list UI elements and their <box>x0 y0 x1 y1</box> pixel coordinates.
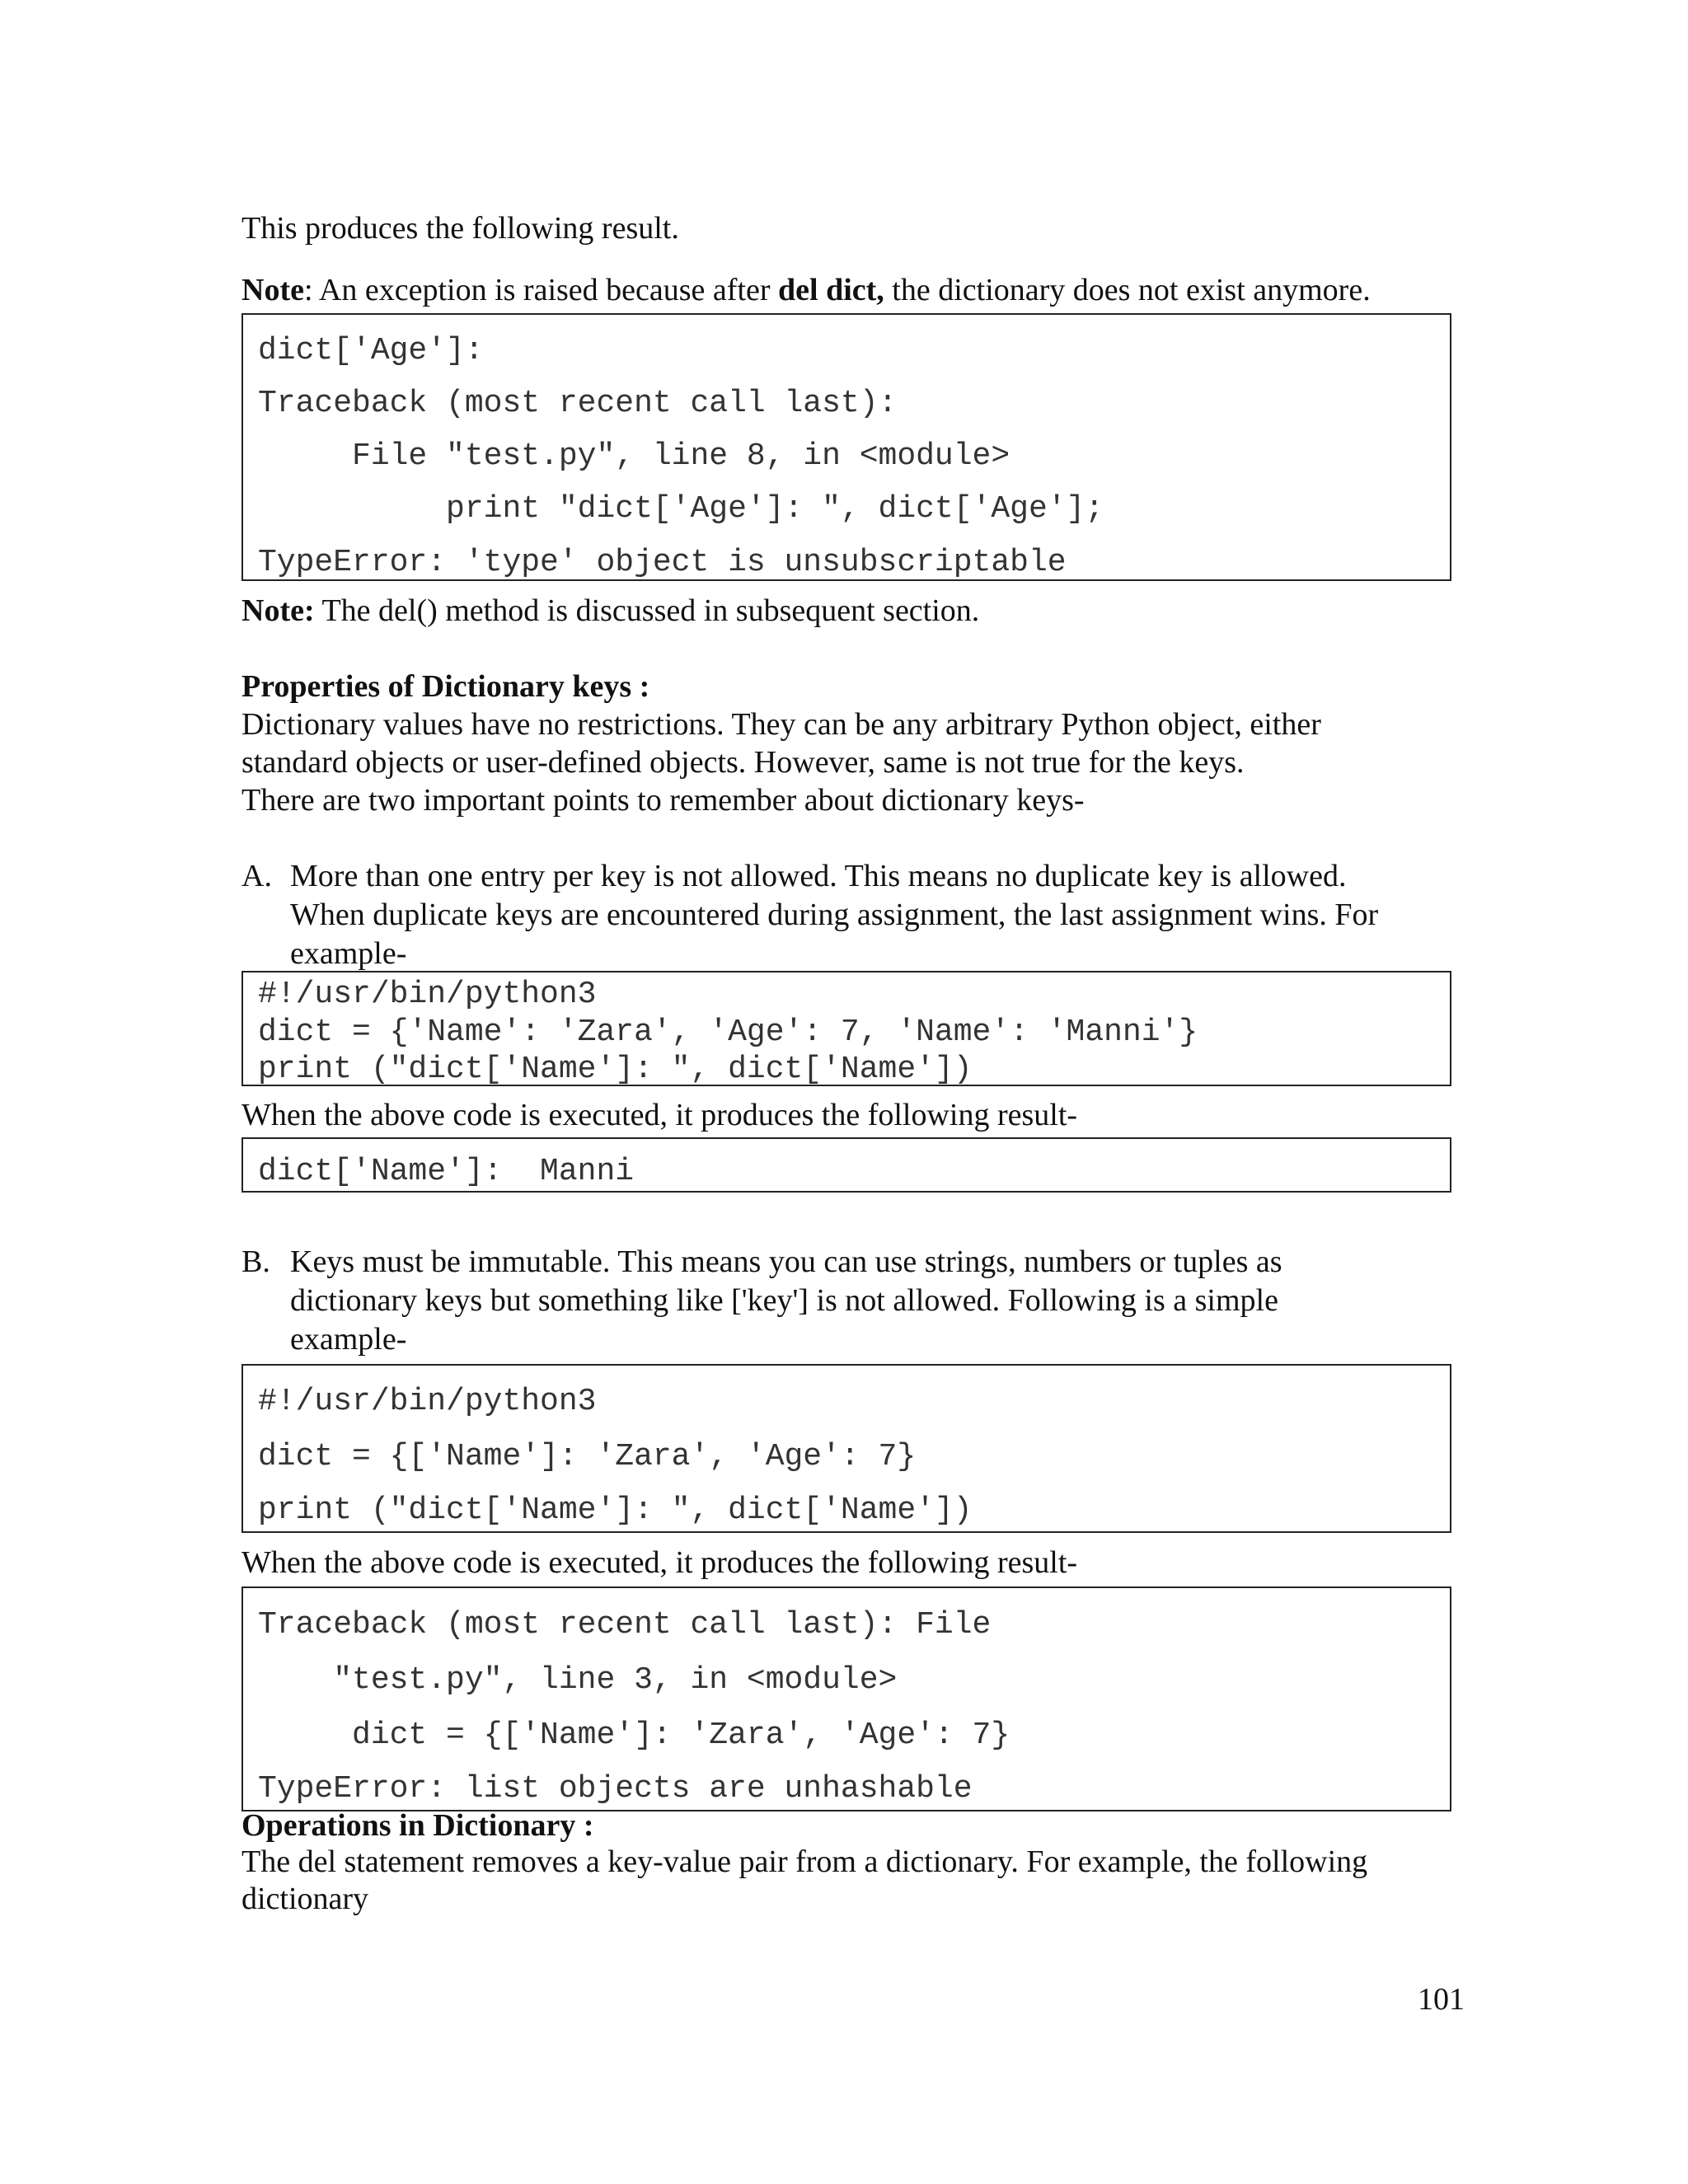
list-item-b-line: example- <box>290 1322 407 1357</box>
code-line: dict = {'Name': 'Zara', 'Age': 7, 'Name': 'Manni'} <box>258 1015 1198 1050</box>
code-line: TypeError: list objects are unhashable <box>258 1771 973 1807</box>
paragraph-line: There are two important points to remember about dictionary keys- <box>241 783 1085 818</box>
result-intro-2: When the above code is executed, it produces the following result- <box>241 1545 1078 1580</box>
list-item-a-line: example- <box>290 936 407 971</box>
code-line: dict['Name']: Manni <box>258 1154 635 1189</box>
note-text: The del() method is discussed in subsequent section. <box>314 593 980 628</box>
code-line: File "test.py", line 8, in <module> <box>258 438 1010 474</box>
intro-text: This produces the following result. <box>241 211 679 246</box>
code-line: print "dict['Age']: ", dict['Age']; <box>258 491 1104 527</box>
code-line: print ("dict['Name']: ", dict['Name']) <box>258 1052 973 1086</box>
note-text-after: the dictionary does not exist anymore. <box>884 273 1371 307</box>
code-line: dict = {['Name']: 'Zara', 'Age': 7} <box>258 1439 917 1474</box>
note-del-method <box>241 592 979 630</box>
code-line: print ("dict['Name']: ", dict['Name']) <box>258 1493 973 1528</box>
note-label: Note <box>241 273 304 307</box>
code-line: Traceback (most recent call last): File <box>258 1607 992 1643</box>
section-heading-operations: Operations in Dictionary : <box>241 1808 594 1843</box>
note-bold: del dict, <box>778 273 884 307</box>
code-line: Traceback (most recent call last): <box>258 386 898 421</box>
code-line: "test.py", line 3, in <module> <box>258 1662 898 1698</box>
list-item-a-line: More than one entry per key is not allowed. This means no duplicate key is allowed. <box>290 859 1347 893</box>
code-line: #!/usr/bin/python3 <box>258 1384 597 1419</box>
code-block-traceback-2 <box>241 1586 1451 1811</box>
code-line: dict['Age']: <box>258 333 484 368</box>
paragraph-line: Dictionary values have no restrictions. They can be any arbitrary Python object, either <box>241 707 1321 742</box>
code-line: TypeError: 'type' object is unsubscriptable <box>258 545 1067 580</box>
note-label: Note: <box>241 593 315 628</box>
paragraph-line: dictionary <box>241 1882 369 1916</box>
list-marker-b: B. <box>241 1244 270 1279</box>
list-item-a-line: When duplicate keys are encountered during assignment, the last assignment wins. For <box>290 898 1379 932</box>
code-block-traceback-1 <box>241 313 1451 581</box>
page-number: 101 <box>1418 1982 1465 2017</box>
paragraph-line: standard objects or user-defined objects. However, same is not true for the keys. <box>241 745 1245 780</box>
code-block-result-manni <box>241 1137 1451 1193</box>
code-block-immutable-keys <box>241 1364 1451 1533</box>
list-item-b-line: dictionary keys but something like ['key'] is not allowed. Following is a simple <box>290 1283 1278 1318</box>
paragraph-line: The del statement removes a key-value pair from a dictionary. For example, the following <box>241 1844 1368 1879</box>
code-line: #!/usr/bin/python3 <box>258 977 597 1012</box>
code-block-duplicate-keys <box>241 971 1451 1086</box>
list-marker-a: A. <box>241 859 272 893</box>
note-exception <box>241 271 1371 309</box>
section-heading-properties: Properties of Dictionary keys : <box>241 669 650 704</box>
code-line: dict = {['Name']: 'Zara', 'Age': 7} <box>258 1718 1010 1753</box>
note-text-before: : An exception is raised because after <box>303 273 779 307</box>
result-intro-1: When the above code is executed, it produces the following result- <box>241 1098 1078 1132</box>
list-item-b-line: Keys must be immutable. This means you can use strings, numbers or tuples as <box>290 1244 1282 1279</box>
